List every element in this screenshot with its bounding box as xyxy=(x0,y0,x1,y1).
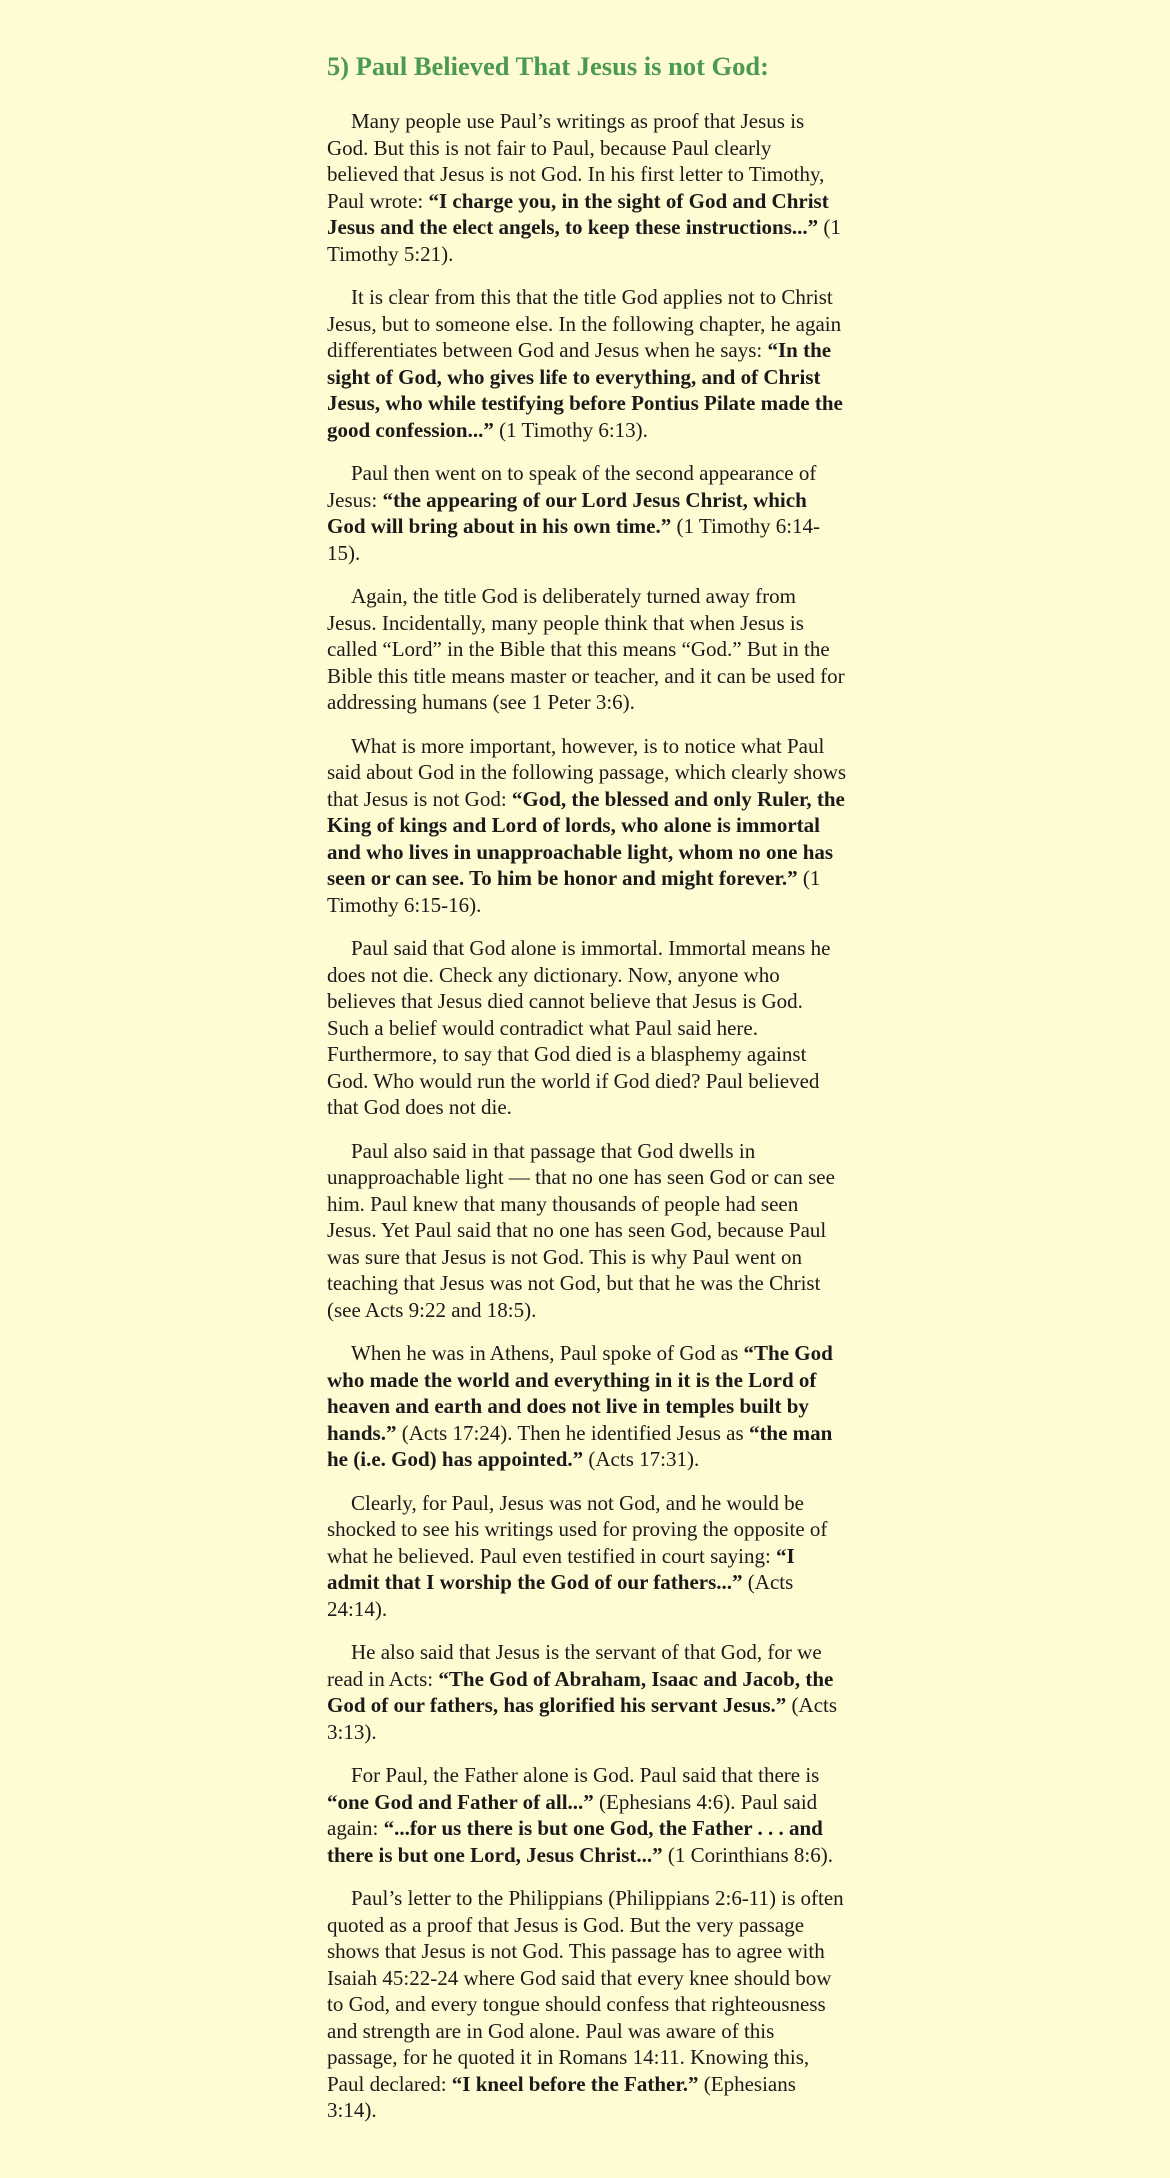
text-run: Again, the title God is deliberately turned away from Jesus. Incidentally, many people think that when Jesus is called “Lord” in the Bible that this means “God.” But in the Bible this title means master or teacher, and it can be used for addressing humans (see 1 Peter 3:6). xyxy=(327,584,845,714)
paragraph xyxy=(327,284,847,443)
paragraph-list xyxy=(327,108,847,2124)
text-run: (1 Timothy 6:14-15). xyxy=(327,514,821,565)
text-run: Paul also said in that passage that God dwells in unapproachable light — that no one has seen God or can see him. Paul knew that many thousands of people had seen Jesus. Yet Paul said that no one has seen God, because Paul was sure that Jesus is not God. This is why Paul went on teaching that Jesus was not God, but that he was the Christ (see Acts 9:22 and 18:5). xyxy=(327,1138,835,1322)
text-run: (Acts 17:24). Then he identified Jesus as xyxy=(396,1420,749,1445)
paragraph xyxy=(327,460,847,566)
paragraph xyxy=(327,108,847,267)
paragraph xyxy=(327,935,847,1121)
bold-quote: “The God of Abraham, Isaac and Jacob, the God of our fathers, has glorified his servant Jesus.” xyxy=(327,1666,834,1717)
paragraph xyxy=(327,1138,847,1324)
text-run: (1 Timothy 6:15-16). xyxy=(327,866,821,917)
text-run: (1 Corinthians 8:6). xyxy=(662,1842,833,1867)
text-run: Paul said that God alone is immortal. Immortal means he does not die. Check any dictionary. Now, anyone who believes that Jesus died cannot believe that Jesus is God. Such a belief would contradict what Paul said here. Furthermore, to say that God died is a blasphemy against God. Who would run the world if God died? Paul believed that God does not die. xyxy=(327,936,831,1119)
text-run: (1 Timothy 6:13). xyxy=(493,417,648,442)
bold-quote: “...for us there is but one God, the Father . . . and there is but one Lord, Jesus Christ...” xyxy=(327,1816,823,1867)
bold-quote: “In the sight of God, who gives life to everything, and of Christ Jesus, who while testifying before Pontius Pilate made the good confession...” xyxy=(327,338,843,442)
article-body xyxy=(327,44,847,2141)
text-run: He also said that Jesus is the servant of that God, for we read in Acts: xyxy=(327,1640,822,1691)
bold-quote: “I admit that I worship the God of our fathers...” xyxy=(327,1543,795,1594)
bold-quote: “God, the blessed and only Ruler, the King of kings and Lord of lords, who alone is immortal and who lives in unapproachable light, whom no one has seen or can see. To him be honor and might forever.” xyxy=(327,786,845,890)
text-run: (Acts 17:31). xyxy=(583,1447,700,1471)
text-run: For Paul, the Father alone is God. Paul said that there is xyxy=(351,1763,820,1787)
text-run: Paul’s letter to the Philippians (Philippians 2:6-11) is often quoted as a proof that Jesus is God. But the very passage shows that Jesus is not God. This passage has to agree with Isaiah 45:22-24 where God said that every knee should bow to God, and every tongue should confess that righteousness and strength are in God alone. Paul was aware of this passage, for he quoted it in Romans 14:11. Knowing this, Paul declared: xyxy=(327,1886,844,2096)
text-run: (Ephesians 3:14). xyxy=(327,2071,796,2122)
paragraph xyxy=(327,1885,847,2124)
bold-quote: “I kneel before the Father.” xyxy=(451,2071,699,2096)
bold-quote: “one God and Father of all...” xyxy=(327,1789,594,1814)
paragraph xyxy=(327,583,847,716)
text-run: Many people use Paul’s writings as proof that Jesus is God. But this is not fair to Paul, because Paul clearly believed that Jesus is not God. In his first letter to Timothy, Paul wrote: xyxy=(327,109,825,213)
paragraph xyxy=(327,1639,847,1745)
paragraph xyxy=(327,1340,847,1473)
bold-quote: “the appearing of our Lord Jesus Christ, which God will bring about in his own time.” xyxy=(327,487,807,538)
bold-quote: “The God who made the world and everything in it is the Lord of heaven and earth and does not live in temples built by hands.” xyxy=(327,1341,833,1445)
text-run: (Ephesians 4:6). Paul said again: xyxy=(327,1789,818,1840)
paragraph xyxy=(327,733,847,919)
paragraph xyxy=(327,1490,847,1623)
bold-quote: “I charge you, in the sight of God and Christ Jesus and the elect angels, to keep these instructions...” xyxy=(327,188,829,239)
paragraph xyxy=(327,1762,847,1868)
bold-quote: “the man he (i.e. God) has appointed.” xyxy=(327,1420,833,1471)
text-run: Paul then went on to speak of the second appearance of Jesus: xyxy=(327,461,817,512)
text-run: (Acts 3:13). xyxy=(327,1693,838,1744)
text-run: (1 Timothy 5:21). xyxy=(327,215,841,266)
text-run: It is clear from this that the title God applies not to Christ Jesus, but to someone else. In the following chapter, he again differentiates between God and Jesus when he says: xyxy=(327,285,842,362)
text-run: What is more important, however, is to notice what Paul said about God in the following passage, which clearly shows that Jesus is not God: xyxy=(327,733,847,811)
text-run: (Acts 24:14). xyxy=(327,1570,794,1621)
section-heading: 5) Paul Believed That Jesus is not God: xyxy=(327,51,769,81)
text-run: Clearly, for Paul, Jesus was not God, and he would be shocked to see his writings used for proving the opposite of what he believed. Paul even testified in court saying: xyxy=(327,1490,828,1568)
text-run: When he was in Athens, Paul spoke of God as xyxy=(351,1341,744,1365)
